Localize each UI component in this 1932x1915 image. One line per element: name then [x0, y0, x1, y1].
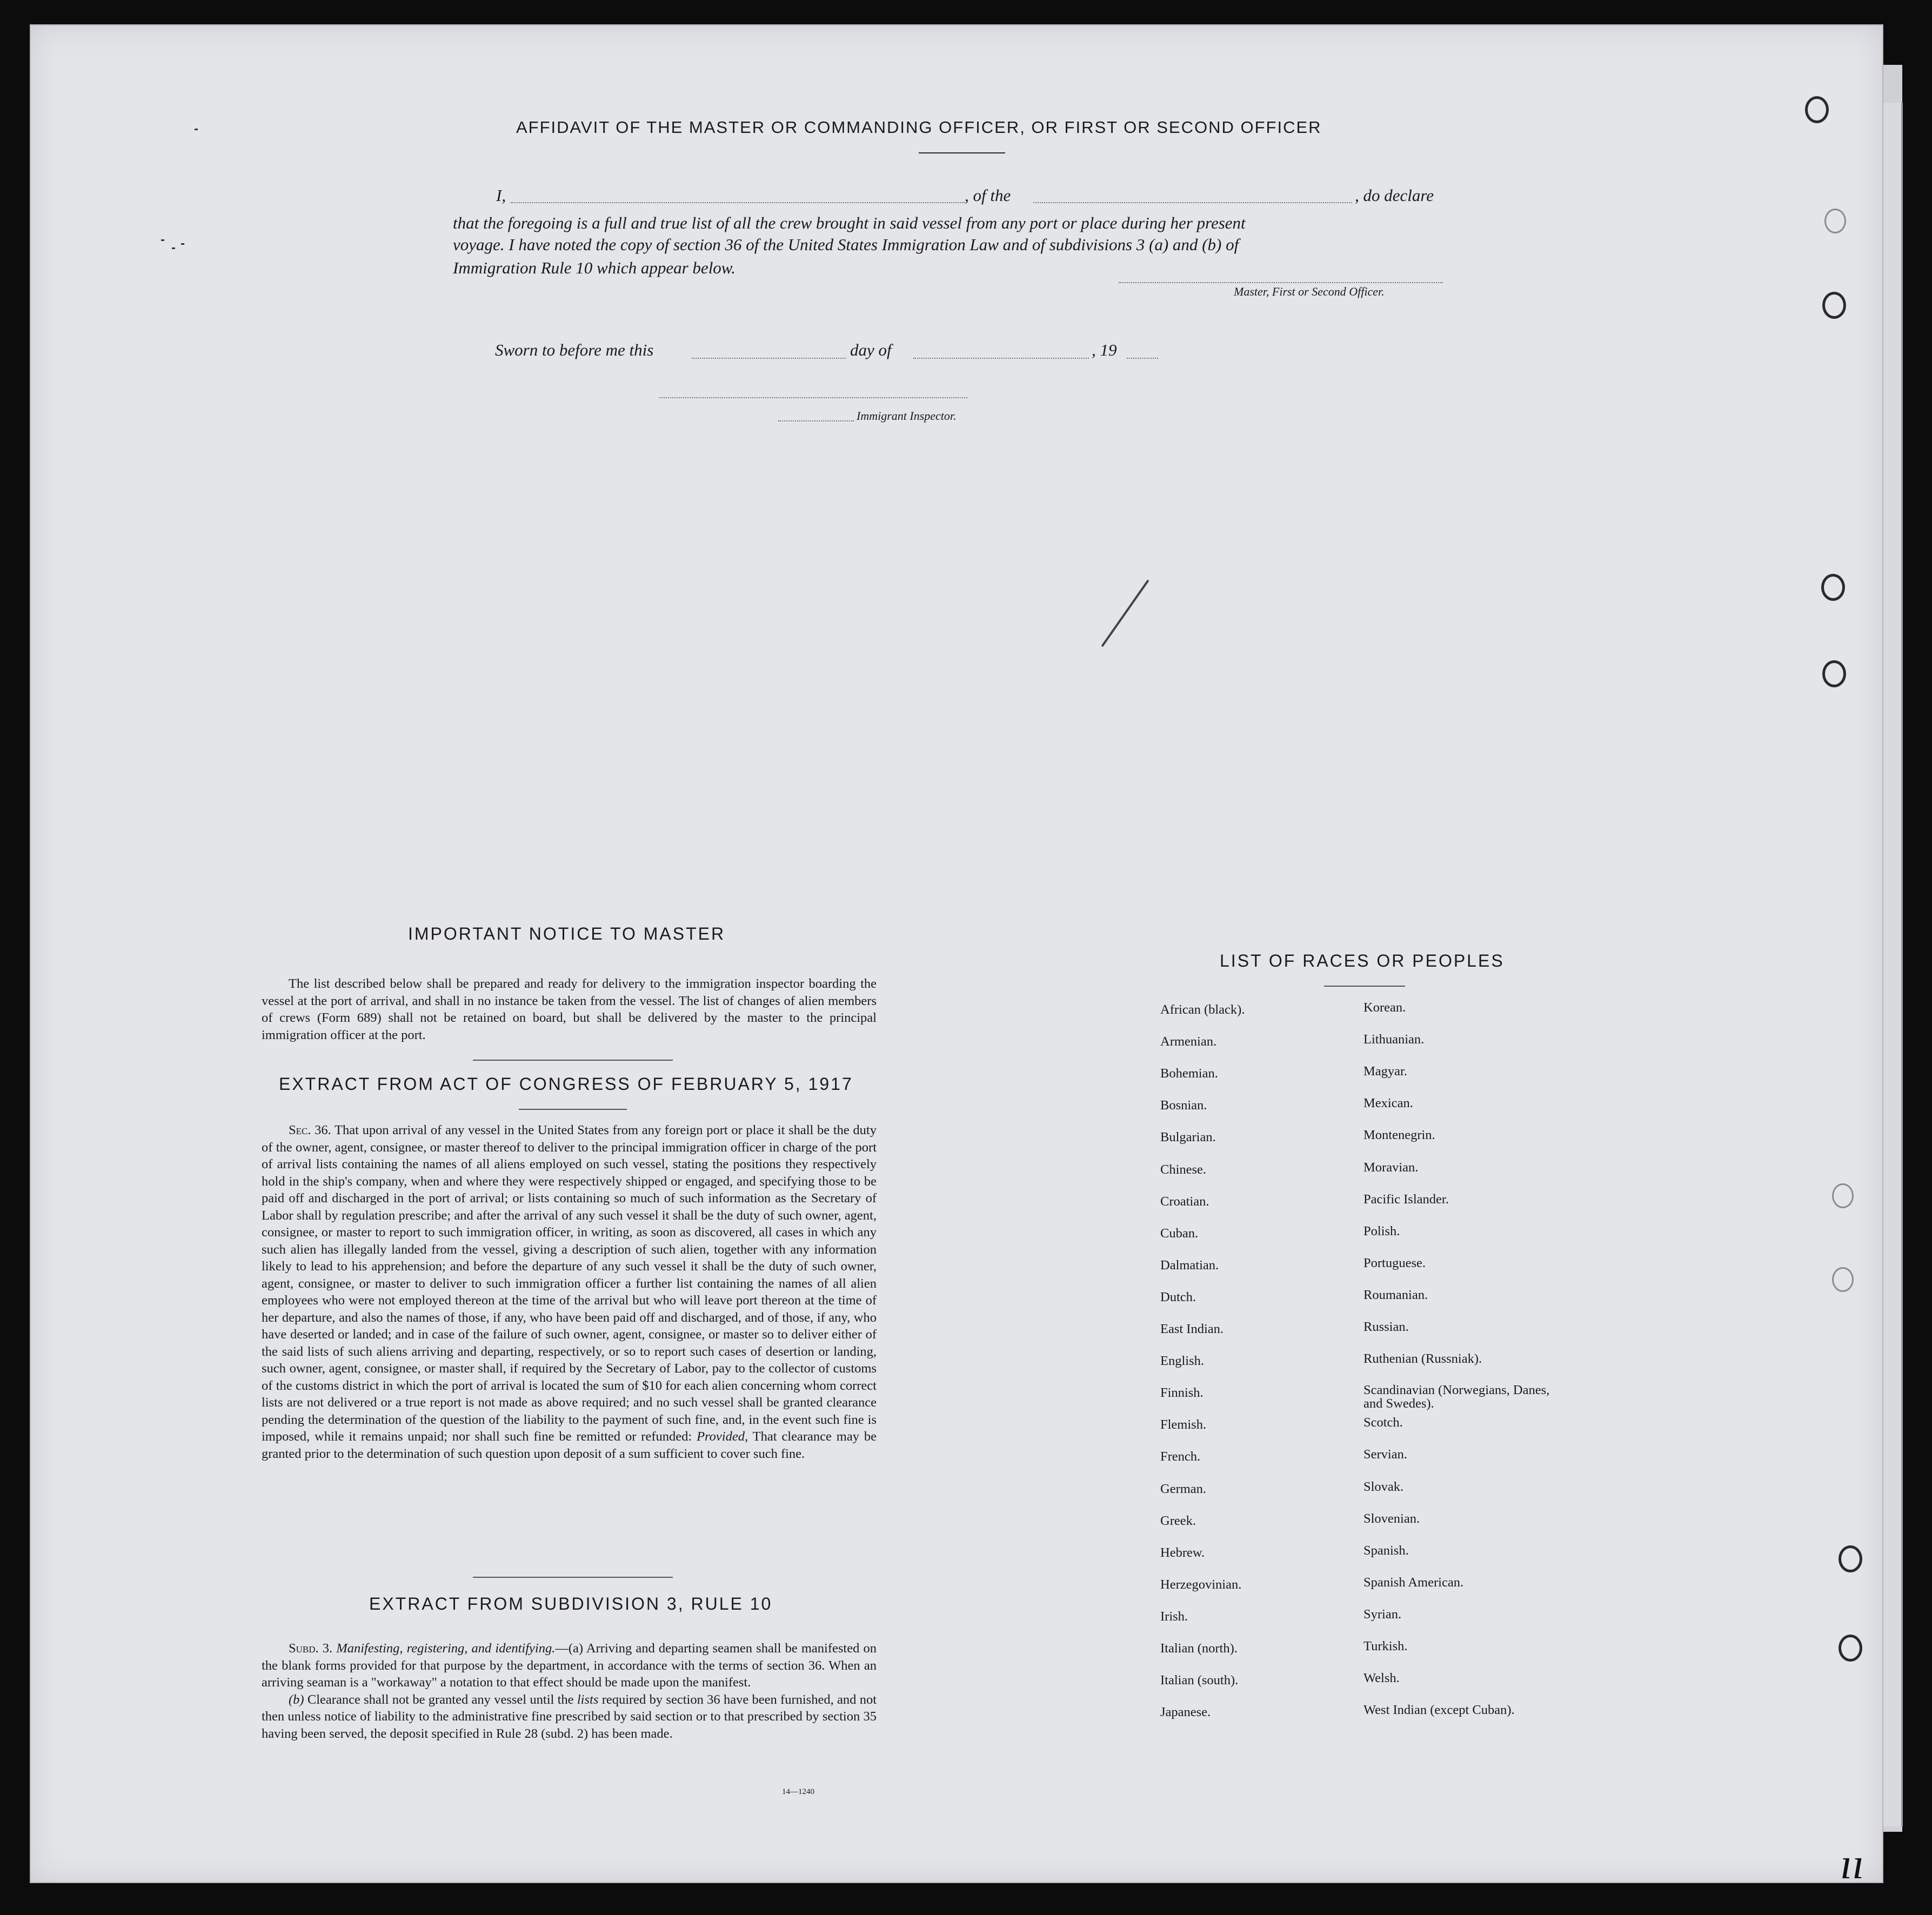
- binder-hole-icon: [1832, 1183, 1854, 1208]
- race-entry: Dalmatian.: [1160, 1257, 1219, 1273]
- race-entry: Pacific Islander.: [1363, 1191, 1449, 1207]
- subd-para-a: —(a) Arriving and departing seamen shall be manifested on the blank forms provided for that purpose by the department, in accordance with the terms of section 36. When an arriving seaman is a "workaway" a notation to that effect should be made upon the manifest.: [262, 1641, 877, 1690]
- race-entry: Japanese.: [1160, 1705, 1211, 1720]
- day-of-label: day of: [850, 340, 892, 359]
- year-blank[interactable]: [1127, 358, 1158, 359]
- of-the-label: , of the: [965, 186, 1011, 205]
- binder-hole-icon: [1822, 660, 1846, 687]
- race-entry: Slovak.: [1363, 1479, 1404, 1494]
- affidavit-body-line: Immigration Rule 10 which appear below.: [453, 258, 736, 277]
- notice-body: The list described below shall be prepared and ready for delivery to the immigration inspector boarding the vessel at the port of arrival, and shall in no instance be taken from the vessel. The list of changes of alien members of crews (Form 689) shall not be retained on board, but shall be delivered by the master to the principal immigration officer at the port.: [262, 976, 877, 1042]
- act-body: That upon arrival of any vessel in the United States from any foreign port or place it shall be the duty of the owner, agent, consignee, or master thereof to deliver to the principal immigration officer in charge of the port of arrival lists containing the names of all aliens employed on such vessel, stating the positions they respectively hold in the ship's company, when and where they were respectively shipped or engaged, and specifying those to be paid off and discharged in the port of arrival; or lists containing so much of such information as the Secretary of Labor shall by regulation prescribe; and after the arrival of any such vessel it shall be the duty of such owner, agent, consignee, or master to report to such immigration officer, in writing, as soon as discovered, all cases in which any such alien has illegally landed from the vessel, giving a description of such alien, together with any information likely to lead to his apprehension; and before the departure of any such vessel it shall be the duty of such owner, agent, consignee, or master to deliver to such immigration officer a further list containing the names of all alien employees who were not employed thereon at the time of the arrival but who will leave port thereon at the time of her departure, and also the names of those, if any, who have been paid off and discharged, and of those, if any, who have deserted or landed; and in case of the failure of such owner, agent, consignee, or master so to deliver either of the said lists of such aliens arriving and departing, respectively, or so to report such cases of desertion or landing, such owner, agent, consignee, or master shall, if required by the Secretary of Labor, pay to the collector of customs of the customs district in which the port of arrival is located the sum of $10 for each alien concerning whom correct lists are not delivered or a true report is not made as above required; and no such vessel shall be granted clearance pending the determination of the question of the liability to the payment of such fine, and, in the event such fine is imposed, while it remains unpaid; nor shall such fine be remitted or refunded:: [262, 1123, 877, 1444]
- race-entry: Bosnian.: [1160, 1098, 1207, 1113]
- race-entry: Magyar.: [1363, 1064, 1407, 1079]
- race-entry: Armenian.: [1160, 1034, 1217, 1049]
- race-entry: Italian (north).: [1160, 1641, 1238, 1656]
- para-b-lists: lists: [577, 1692, 599, 1707]
- race-entry: Polish.: [1363, 1223, 1400, 1238]
- para-b-post: required by section 36 have been furnished, and not then unless notice of liability to the administrative fine prescribed by said section or to that prescribed by section 35 having been served, the deposit specified in Rule 28 (subd. 2) has been made.: [262, 1692, 877, 1741]
- race-entry: Slovenian.: [1363, 1511, 1420, 1526]
- race-entry: Turkish.: [1363, 1639, 1408, 1653]
- race-entry: Servian.: [1363, 1447, 1407, 1462]
- race-entry: Spanish American.: [1363, 1575, 1464, 1590]
- race-entry: Hebrew.: [1160, 1545, 1205, 1560]
- sworn-label: Sworn to before me this: [495, 340, 654, 359]
- para-b-pre: Clearance shall not be granted any vessel until the: [307, 1692, 574, 1707]
- race-entry: Herzegovinian.: [1160, 1577, 1242, 1592]
- signature-caption: Master, First or Second Officer.: [1234, 285, 1385, 298]
- binder-hole-icon: [1839, 1545, 1862, 1572]
- section-divider: [473, 1060, 673, 1061]
- speck: [161, 239, 164, 241]
- affidavit-body-line: that the foregoing is a full and true list of all the crew brought in said vessel from any port or place during her present: [453, 213, 1246, 232]
- title-divider: [919, 152, 1005, 153]
- race-entry: French.: [1160, 1449, 1201, 1464]
- month-blank[interactable]: [913, 358, 1089, 359]
- race-entry: West Indian (except Cuban).: [1363, 1703, 1515, 1718]
- binder-hole-icon: [1821, 574, 1845, 601]
- race-entry: Scotch.: [1363, 1415, 1403, 1430]
- race-entry: Portuguese.: [1363, 1255, 1426, 1270]
- notice-title: IMPORTANT NOTICE TO MASTER: [408, 924, 726, 943]
- race-entry: Roumanian.: [1363, 1287, 1428, 1302]
- inspector-dots: [778, 420, 854, 421]
- races-title: LIST OF RACES OR PEOPLES: [1220, 951, 1505, 970]
- inspector-caption: Immigrant Inspector.: [857, 409, 957, 423]
- rule-extract-text: [262, 1640, 877, 1742]
- title-underline: [1324, 986, 1405, 987]
- race-entry: Chinese.: [1160, 1162, 1207, 1177]
- affidavit-i-label: I,: [496, 186, 506, 205]
- race-entry: Cuban.: [1160, 1226, 1199, 1241]
- day-blank[interactable]: [692, 358, 846, 359]
- act-extract-title: EXTRACT FROM ACT OF CONGRESS OF FEBRUARY 5, 1917: [279, 1074, 853, 1094]
- race-entry: Welsh.: [1363, 1671, 1400, 1686]
- para-b-label: (b): [289, 1692, 304, 1707]
- sec-label: Sec. 36.: [289, 1123, 331, 1137]
- race-entry: Spanish.: [1363, 1543, 1409, 1558]
- affidavit-title: AFFIDAVIT OF THE MASTER OR COMMANDING OFFICER, OR FIRST OR SECOND OFFICER: [516, 118, 1322, 137]
- race-entry: Mexican.: [1363, 1096, 1413, 1111]
- race-entry: Russian.: [1363, 1320, 1409, 1334]
- race-entry: Korean.: [1363, 1000, 1406, 1015]
- speck: [195, 129, 198, 130]
- race-entry: Syrian.: [1363, 1606, 1402, 1622]
- binder-hole-icon: [1824, 209, 1846, 233]
- name-blank[interactable]: [511, 202, 965, 203]
- signature-blank[interactable]: [1119, 282, 1443, 283]
- race-entry: Moravian.: [1363, 1160, 1419, 1175]
- race-entry: Montenegrin.: [1363, 1128, 1435, 1143]
- notice-text: [262, 975, 877, 1043]
- title-underline: [519, 1109, 627, 1110]
- race-entry: German.: [1160, 1481, 1207, 1496]
- race-entry: Bulgarian.: [1160, 1130, 1216, 1145]
- speck: [181, 243, 184, 245]
- race-entry: Croatian.: [1160, 1194, 1209, 1209]
- race-entry: Italian (south).: [1160, 1673, 1239, 1688]
- race-entry: Irish.: [1160, 1609, 1188, 1624]
- provided-label: Provided,: [697, 1429, 748, 1444]
- subd-label: Subd. 3.: [289, 1641, 333, 1656]
- binder-hole-icon: [1805, 96, 1829, 123]
- binder-hole-icon: [1832, 1267, 1854, 1292]
- race-entry: Ruthenian (Russniak).: [1363, 1351, 1482, 1367]
- race-entry: Greek.: [1160, 1513, 1196, 1528]
- speck: [172, 247, 175, 249]
- inspector-signature-blank[interactable]: [659, 397, 967, 398]
- affidavit-body-line: voyage. I have noted the copy of section 36 of the United States Immigration Law and of subdivisions 3 (a) and (b) of: [453, 235, 1239, 254]
- race-entry: Finnish.: [1160, 1385, 1204, 1401]
- race-entry: Scandinavian (Norwegians, Danes, and Swedes).: [1363, 1383, 1550, 1411]
- document-page: [30, 24, 1883, 1883]
- declare-label: , do declare: [1355, 186, 1434, 205]
- race-entry: English.: [1160, 1354, 1204, 1369]
- subd-heading: Manifesting, registering, and identifying.: [336, 1641, 556, 1656]
- provided-text: That clearance may be granted prior to the determination of such question upon deposit of a sum sufficient to cover such fine.: [262, 1429, 877, 1461]
- race-entry: Lithuanian.: [1363, 1032, 1425, 1047]
- race-entry: African (black).: [1160, 1002, 1245, 1017]
- handwritten-mark: ıı: [1840, 1840, 1864, 1888]
- binder-hole-icon: [1839, 1635, 1862, 1662]
- rule-extract-title: EXTRACT FROM SUBDIVISION 3, RULE 10: [369, 1594, 773, 1613]
- race-entry: Flemish.: [1160, 1417, 1207, 1432]
- year-label: , 19: [1092, 340, 1117, 359]
- race-entry: East Indian.: [1160, 1322, 1224, 1336]
- section-divider: [473, 1577, 673, 1578]
- race-entry: Dutch.: [1160, 1289, 1196, 1304]
- vessel-blank[interactable]: [1033, 202, 1352, 203]
- binder-hole-icon: [1822, 292, 1846, 319]
- race-entry: Bohemian.: [1160, 1066, 1218, 1081]
- act-extract-text: [262, 1122, 877, 1462]
- form-number: 14—1240: [782, 1787, 814, 1796]
